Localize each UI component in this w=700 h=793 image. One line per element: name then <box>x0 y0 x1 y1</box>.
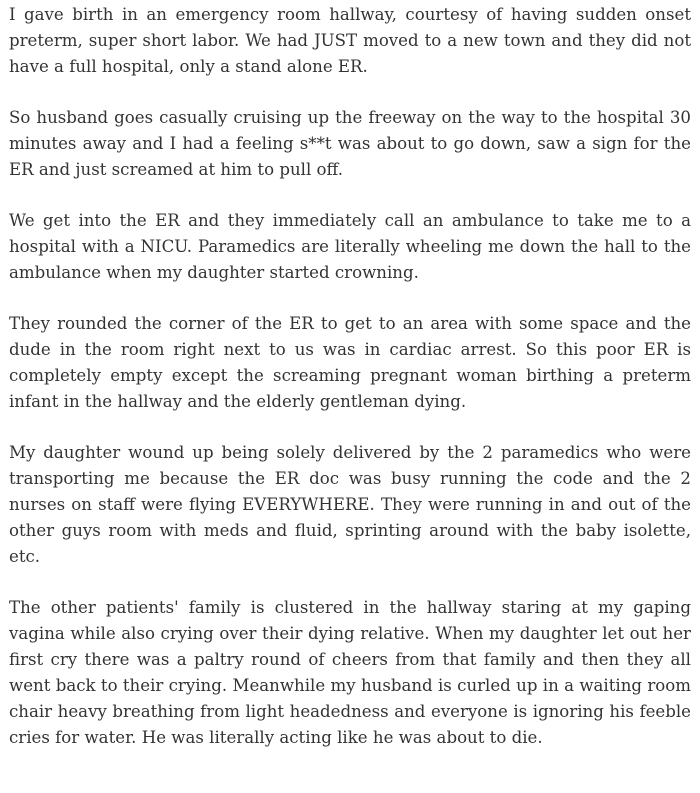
story-paragraph-6: The other patients' family is clustered in the hallway staring at my gaping vagina while also crying over their dying relative. When my daughter let out her first cry there was a paltry round of cheers from that family and then they all went back to their crying. Meanwhile my husband is curled up in a waiting room chair heavy breathing from light headedness and everyone is ignoring his feeble cries for water. He was literally acting like he was about to die. <box>9 598 691 747</box>
story-paragraph-4: They rounded the corner of the ER to get to an area with some space and the dude in the room right next to us was in cardiac arrest. So this poor ER is completely empty except the screaming pregnant woman birthing a preterm infant in the hallway and the elderly gentleman dying. <box>9 314 691 411</box>
story-paragraph-3: We get into the ER and they immediately call an ambulance to take me to a hospital with a NICU. Paramedics are literally wheeling me down the hall to the ambulance when my daughter started crowning. <box>9 211 691 282</box>
story-paragraph-1: I gave birth in an emergency room hallway, courtesy of having sudden onset preterm, super short labor. We had JUST moved to a new town and they did not have a full hospital, only a stand alone ER. <box>9 5 691 76</box>
story-paragraph-2: So husband goes casually cruising up the freeway on the way to the hospital 30 minutes away and I had a feeling s**t was about to go down, saw a sign for the ER and just screamed at him to pull off. <box>9 108 691 179</box>
story-paragraph-5: My daughter wound up being solely delivered by the 2 paramedics who were transporting me because the ER doc was busy running the code and the 2 nurses on staff were flying EVERYWHERE. They were running in and out of the other guys room with meds and fluid, sprinting around with the baby isolette, etc. <box>9 443 691 566</box>
